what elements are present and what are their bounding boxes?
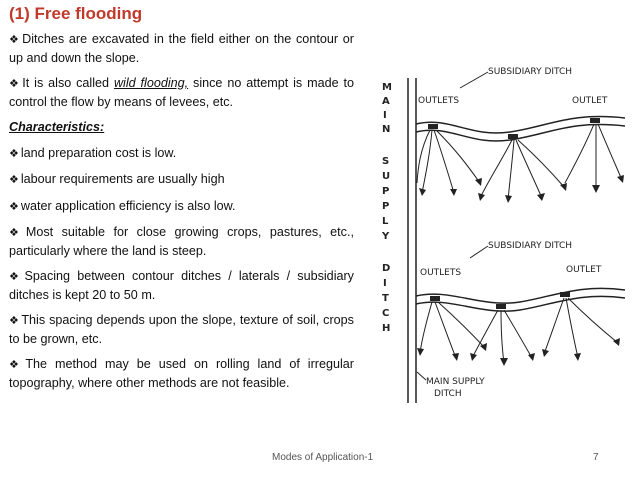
vertical-letter: U <box>382 171 391 182</box>
bottom-subsidiary-ditch-lower <box>416 296 625 311</box>
outlet-marker <box>508 134 518 139</box>
vertical-letter: I <box>383 110 387 121</box>
wild-flooding-term: wild flooding, <box>113 76 189 90</box>
slide-footer: Modes of Application-1 <box>272 452 374 463</box>
paragraph-1: ❖ Ditches are excavated in the field either on the contour or up and down the slope. <box>9 32 354 65</box>
label-leader <box>417 372 426 380</box>
diamond-bullet-icon: ❖ <box>9 200 19 213</box>
vertical-letter: I <box>383 278 387 289</box>
top-outlets-label: OUTLETS <box>418 96 460 106</box>
characteristics-heading: Characteristics: <box>9 120 105 134</box>
diamond-bullet-icon: ❖ <box>9 359 24 371</box>
vertical-letter: Y <box>382 231 390 242</box>
bottom-flow-arrows <box>420 298 618 363</box>
vertical-letter: P <box>382 186 390 197</box>
slide-title: (1) Free flooding <box>9 4 143 23</box>
characteristic-5: ❖ Spacing between contour ditches / laterals / subsidiary ditches is kept 20 to 50 m. <box>9 269 354 302</box>
top-flow-arrows <box>417 124 622 200</box>
bottom-arrow-heads <box>417 338 620 366</box>
diamond-bullet-icon: ❖ <box>9 271 23 283</box>
bottom-outlet-label: OUTLET <box>566 265 602 275</box>
bottom-subsidiary-ditch-upper <box>416 288 625 303</box>
diamond-bullet-icon: ❖ <box>9 227 24 239</box>
vertical-letter: C <box>382 308 390 319</box>
vertical-letter: L <box>382 216 389 227</box>
diamond-bullet-icon: ❖ <box>9 147 19 160</box>
characteristic-3: ❖ water application efficiency is also low. <box>9 198 236 213</box>
vertical-letter: D <box>382 263 391 274</box>
diamond-bullet-icon: ❖ <box>9 78 21 90</box>
top-subsidiary-ditch-label: SUBSIDIARY DITCH <box>488 67 573 77</box>
diamond-bullet-icon: ❖ <box>9 174 19 186</box>
outlet-marker <box>496 304 506 309</box>
characteristic-6: ❖ This spacing depends upon the slope, texture of soil, crops to be grown, etc. <box>9 313 354 346</box>
diamond-bullet-icon: ❖ <box>9 315 20 327</box>
paragraph-2: ❖ It is also called wild flooding, since no attempt is made to control the flow by means of levees, etc. <box>9 76 354 109</box>
characteristic-1: ❖ land preparation cost is low. <box>9 145 177 160</box>
characteristic-7: ❖ The method may be used on rolling land of irregular topography, where other methods are not feasible. <box>9 357 354 390</box>
characteristic-4: ❖ Most suitable for close growing crops, pastures, etc., particularly where the land is steep. <box>9 225 354 258</box>
outlet-marker <box>590 118 600 123</box>
main-supply-ditch-label-line2: DITCH <box>434 389 462 399</box>
top-subsidiary-ditch-lower <box>416 125 625 142</box>
free-flooding-diagram <box>360 58 630 416</box>
diamond-bullet-icon: ❖ <box>9 34 21 46</box>
outlet-marker <box>560 292 570 297</box>
vertical-letter: N <box>382 124 391 135</box>
page-number: 7 <box>593 452 599 463</box>
vertical-letter: P <box>382 201 390 212</box>
vertical-letter: S <box>382 156 390 167</box>
bottom-subsidiary-ditch-label: SUBSIDIARY DITCH <box>488 241 573 251</box>
text-column <box>9 31 354 400</box>
main-supply-ditch-label-line1: MAIN SUPPLY <box>426 377 485 387</box>
label-leader <box>470 246 488 258</box>
vertical-letter: T <box>382 293 389 304</box>
bottom-outlets-label: OUTLETS <box>420 268 462 278</box>
top-outlet-label: OUTLET <box>572 96 608 106</box>
outlet-marker <box>428 124 438 129</box>
label-leader <box>460 72 488 88</box>
vertical-letter: M <box>382 82 392 93</box>
outlet-marker <box>430 296 440 301</box>
characteristic-2: ❖ labour requirements are usually high <box>9 172 225 186</box>
vertical-letter: A <box>382 96 390 107</box>
vertical-letter: H <box>382 323 391 334</box>
